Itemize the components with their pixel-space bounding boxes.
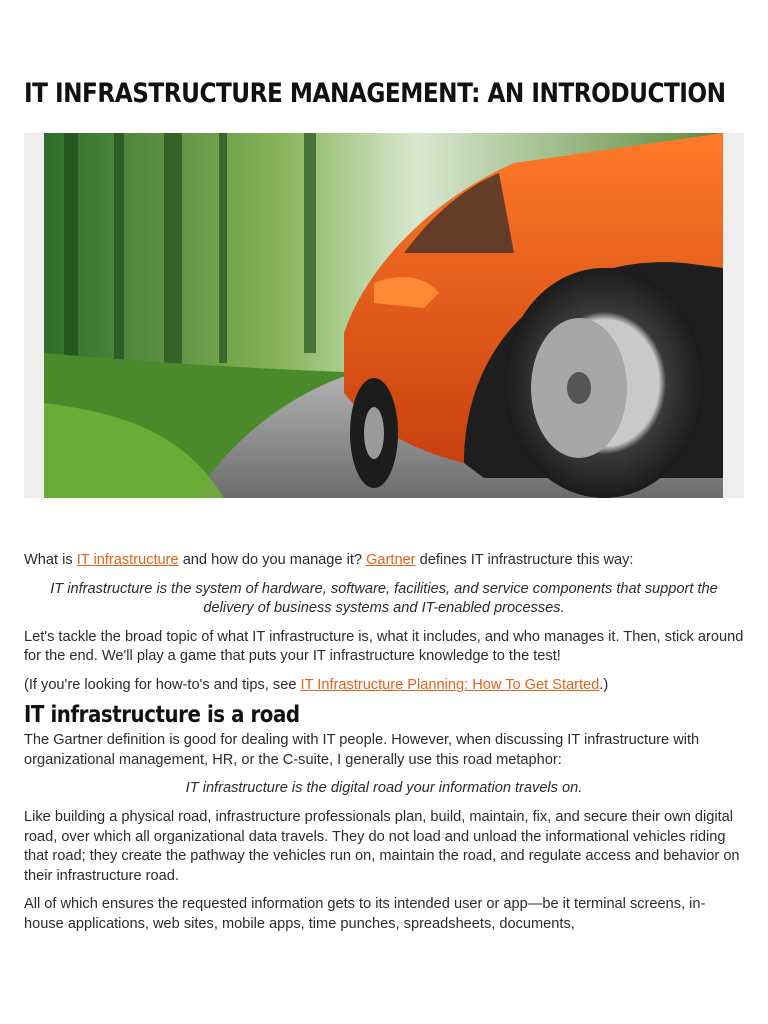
physical-road-paragraph: Like building a physical road, infrastructure professionals plan, build, maintain, fix, and secure their own digital road, over which all organizational data travels. They do not load and unload the informational vehicles riding that road; they create the pathway the vehicles run on, maintain the road, and regulate access and behavior on their infrastructure road. bbox=[24, 808, 740, 884]
intro-text-3: defines IT infrastructure this way: bbox=[415, 552, 634, 568]
road-metaphor-quote: IT infrastructure is the digital road your information travels on. bbox=[185, 780, 583, 797]
howto-text-2: .) bbox=[599, 676, 609, 693]
section-heading-road: IT infrastructure is a road bbox=[24, 701, 300, 728]
intro-paragraph bbox=[24, 551, 744, 571]
intro-text-1: What is bbox=[24, 552, 77, 568]
article-body bbox=[24, 551, 744, 944]
intro-text-2: and how do you manage it? bbox=[178, 552, 367, 568]
gartner-definition-paragraph: The Gartner definition is good for dealing with IT people. However, when discussing IT infrastructure with organizational management, HR, or the C-suite, I generally use this road metaphor: bbox=[24, 732, 700, 768]
howto-text-1: (If you're looking for how-to's and tips, see bbox=[24, 676, 301, 693]
infrastructure-planning-link[interactable]: IT Infrastructure Planning: How To Get Started bbox=[300, 676, 600, 693]
hero-image bbox=[24, 133, 744, 498]
it-infrastructure-link[interactable]: IT infrastructure bbox=[76, 552, 179, 568]
gartner-link[interactable]: Gartner bbox=[366, 552, 416, 568]
page-title: IT INFRASTRUCTURE MANAGEMENT: AN INTRODUCTION bbox=[24, 78, 726, 109]
howto-paragraph bbox=[24, 676, 744, 696]
gartner-definition-quote: IT infrastructure is the system of hardware, software, facilities, and service components that support the delivery of business systems and IT-enabled processes. bbox=[50, 580, 718, 617]
overview-paragraph: Let's tackle the broad topic of what IT infrastructure is, what it includes, and who manages it. Then, stick around for the end. We'll play a game that puts your IT infrastructure knowledge to the test! bbox=[24, 628, 744, 665]
car-on-road-illustration bbox=[44, 133, 723, 498]
information-delivery-paragraph: All of which ensures the requested information gets to its intended user or app—be it terminal screens, in-house applications, web sites, mobile apps, time punches, spreadsheets, documents, bbox=[24, 896, 706, 932]
